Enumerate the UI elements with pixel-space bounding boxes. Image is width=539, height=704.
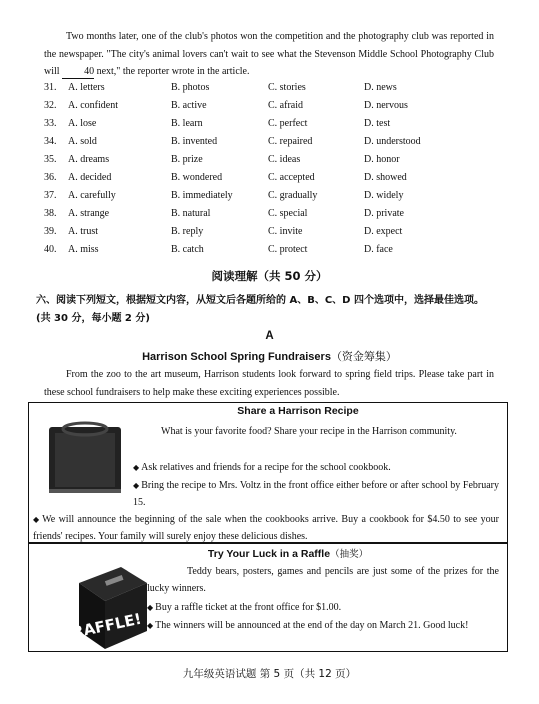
raffle-box-image <box>69 561 151 651</box>
question-number: 32. <box>44 100 57 111</box>
option-a <box>44 133 97 151</box>
option-d <box>364 223 402 241</box>
option-text: A. decided <box>68 172 112 183</box>
reading-section-heading: 阅读理解（共 50 分） <box>211 269 328 283</box>
option-a <box>44 223 98 241</box>
option-text: D. expect <box>364 226 403 237</box>
option-text: B. natural <box>171 208 211 219</box>
option-text: A. trust <box>68 226 98 237</box>
option-a <box>44 205 109 223</box>
option-b <box>171 241 204 259</box>
option-b <box>171 151 203 169</box>
option-c <box>268 241 307 259</box>
option-text: A. lose <box>68 118 97 129</box>
option-text: B. prize <box>171 154 203 165</box>
recipe-box <box>28 402 508 544</box>
option-text: A. dreams <box>68 154 110 165</box>
question-row <box>44 133 504 151</box>
option-c <box>268 97 303 115</box>
option-a <box>44 97 118 115</box>
option-d <box>364 79 397 97</box>
option-d <box>364 151 400 169</box>
recipe-box-title: Share a Harrison Recipe <box>237 405 359 417</box>
option-a <box>44 187 116 205</box>
question-row <box>44 151 504 169</box>
option-c <box>268 223 302 241</box>
option-b <box>171 205 210 223</box>
question-row <box>44 223 504 241</box>
option-b <box>171 97 207 115</box>
question-number: 36. <box>44 172 57 183</box>
option-text: B. active <box>171 100 207 111</box>
option-text: A. letters <box>68 82 105 93</box>
passage-title-wrap <box>0 348 539 364</box>
question-number: 34. <box>44 136 57 147</box>
option-c <box>268 187 317 205</box>
question-row <box>44 115 504 133</box>
option-text: B. reply <box>171 226 204 237</box>
recipe-bullet-3: ◆ We will announce the beginning of the sale when the cookbooks arrive. Buy a cookbook for $4.50 to see your friends' recipes. Your family will surely enjoy these delicious dishes. <box>33 511 499 545</box>
recipe-box-intro: What is your favorite food? Share your recipe in the Harrison community. <box>161 426 457 437</box>
option-d <box>364 241 393 259</box>
raffle-box-title-cn: （抽奖） <box>330 549 369 560</box>
option-text: C. invite <box>268 226 303 237</box>
option-text: B. wondered <box>171 172 223 183</box>
option-d <box>364 133 421 151</box>
cloze-text-before-blank: Two months later, one of the club's photos won the competition and the photography club was reported in the newspaper. "The city's animal lovers can't wait to see what the Stevenson Middle School Photography Club will <box>44 31 494 77</box>
option-b <box>171 79 209 97</box>
option-text: C. ideas <box>268 154 301 165</box>
option-text: C. protect <box>268 244 308 255</box>
question-row <box>44 241 504 259</box>
question-row <box>44 97 504 115</box>
question-number: 39. <box>44 226 57 237</box>
option-text: D. showed <box>364 172 407 183</box>
raffle-bullet-2: ◆ The winners will be announced at the end of the day on March 21. Good luck! <box>147 617 499 634</box>
raffle-box-intro: Teddy bears, posters, games and pencils are just some of the prizes for the lucky winners. <box>147 566 499 594</box>
option-d <box>364 97 408 115</box>
option-text: C. accepted <box>268 172 315 183</box>
raffle-box-title: Try Your Luck in a Raffle <box>207 548 331 560</box>
passage-title: Harrison School Spring Fundraisers <box>142 351 331 363</box>
option-c <box>268 169 315 187</box>
cookbook-image <box>41 419 127 499</box>
option-text: C. afraid <box>268 100 303 111</box>
option-text: C. perfect <box>268 118 308 129</box>
option-text: D. honor <box>364 154 400 165</box>
option-b <box>171 115 203 133</box>
passage-letter: A <box>265 330 274 342</box>
option-b <box>171 133 217 151</box>
option-text: C. gradually <box>268 190 318 201</box>
question-row <box>44 187 504 205</box>
option-text: A. carefully <box>68 190 116 201</box>
raffle-bullet-1: ◆ Buy a raffle ticket at the front office for $1.00. <box>147 599 499 616</box>
question-row <box>44 205 504 223</box>
passage-title-cn: （资金筹集） <box>330 351 397 363</box>
option-text: C. repaired <box>268 136 313 147</box>
option-text: A. strange <box>68 208 110 219</box>
option-a <box>44 169 111 187</box>
question-row <box>44 79 504 97</box>
raffle-box-title-wrap <box>69 546 507 560</box>
option-text: D. private <box>364 208 404 219</box>
option-c <box>268 133 312 151</box>
raffle-box-label: RAFFLE! <box>70 609 144 642</box>
option-c <box>268 115 307 133</box>
cloze-text-after-blank: next," the reporter wrote in the article. <box>96 66 250 77</box>
recipe-bullet-2: ◆ Bring the recipe to Mrs. Voltz in the front office either before or after school by February 15. <box>133 477 499 511</box>
option-a <box>44 241 99 259</box>
option-a <box>44 115 96 133</box>
option-c <box>268 79 306 97</box>
question-number: 35. <box>44 154 57 165</box>
option-d <box>364 187 403 205</box>
option-d <box>364 205 404 223</box>
question-number: 31. <box>44 82 57 93</box>
option-a <box>44 79 105 97</box>
question-number: 38. <box>44 208 57 219</box>
option-text: C. stories <box>268 82 306 93</box>
option-text: B. immediately <box>171 190 233 201</box>
option-text: D. widely <box>364 190 404 201</box>
option-b <box>171 223 203 241</box>
cloze-intro-paragraph <box>44 28 494 81</box>
passage-intro: From the zoo to the art museum, Harrison students look forward to spring field trips. Please take part in these school fundraisers to help make these exciting experiences possible. <box>44 369 494 398</box>
recipe-bullet-1: ◆ Ask relatives and friends for a recipe for the school cookbook. <box>133 459 499 476</box>
section6-instruction: 六、阅读下列短文，根据短文内容，从短文后各题所给的 A、B、C、D 四个选项中，选择最佳选项。(共 30 分，每小题 2 分) <box>36 295 484 324</box>
option-c <box>268 151 300 169</box>
question-number: 37. <box>44 190 57 201</box>
option-text: B. learn <box>171 118 203 129</box>
option-b <box>171 187 233 205</box>
option-text: B. photos <box>171 82 210 93</box>
option-c <box>268 205 307 223</box>
raffle-box <box>28 542 508 652</box>
option-text: D. nervous <box>364 100 408 111</box>
option-text: A. miss <box>68 244 99 255</box>
option-text: D. understood <box>364 136 421 147</box>
option-text: B. catch <box>171 244 204 255</box>
option-text: D. face <box>364 244 393 255</box>
question-row <box>44 169 504 187</box>
option-d <box>364 115 390 133</box>
option-text: D. news <box>364 82 397 93</box>
option-text: D. test <box>364 118 391 129</box>
option-d <box>364 169 407 187</box>
option-a <box>44 151 109 169</box>
option-text: A. confident <box>68 100 118 111</box>
question-number: 33. <box>44 118 57 129</box>
option-text: B. invented <box>171 136 218 147</box>
page-footer: 九年级英语试题 第 5 页（共 12 页） <box>182 668 357 680</box>
option-text: C. special <box>268 208 308 219</box>
option-b <box>171 169 222 187</box>
cloze-blank-40: 40 <box>62 66 94 79</box>
question-number: 40. <box>44 244 57 255</box>
option-text: A. sold <box>68 136 97 147</box>
